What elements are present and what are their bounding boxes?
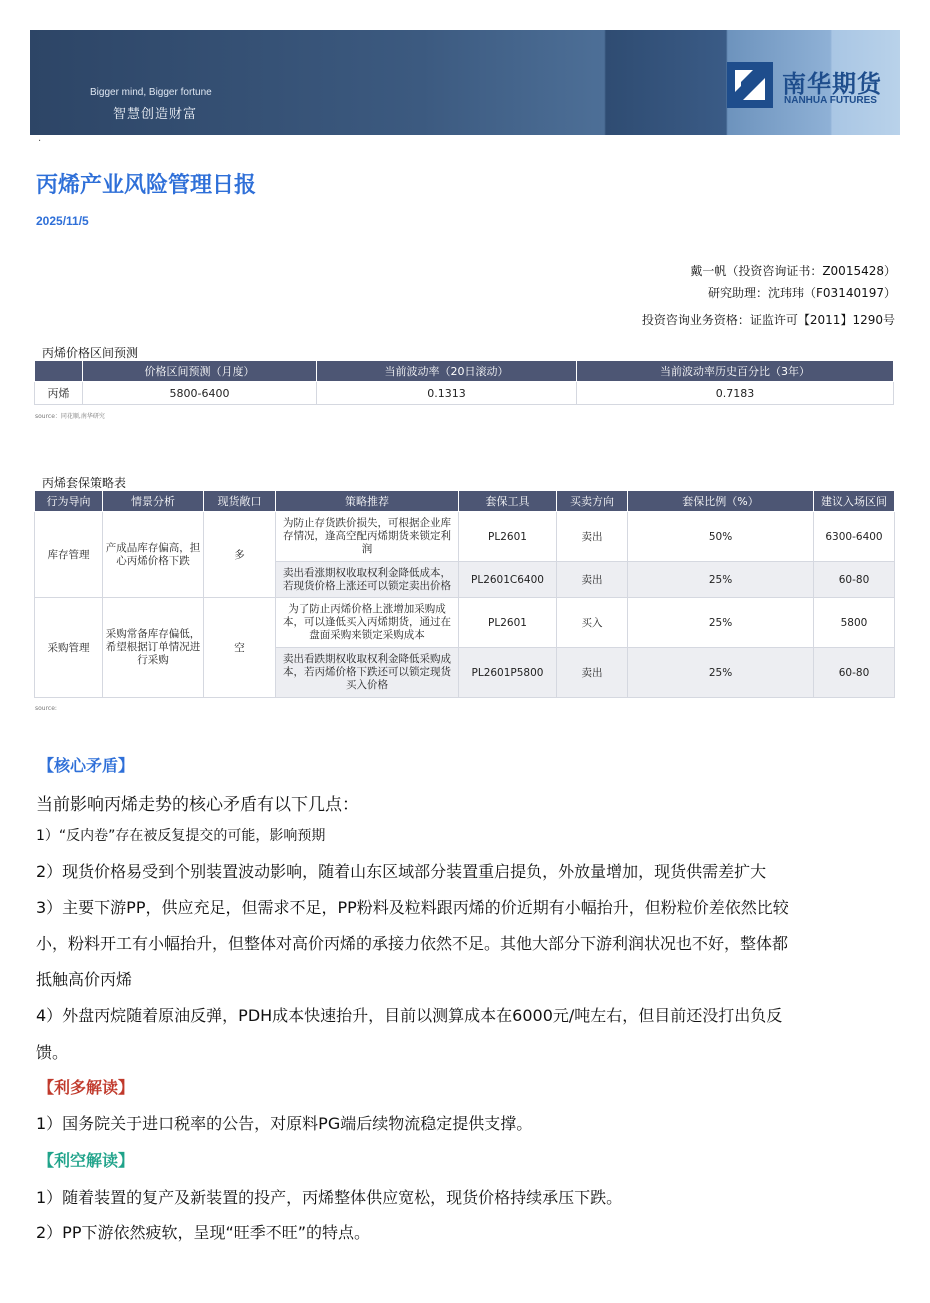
- table-cell: 5800-6400: [83, 382, 317, 405]
- core-heading: 【核心矛盾】: [38, 756, 135, 775]
- table-header: 策略推荐: [276, 491, 459, 512]
- price-table-source: source：同花顺,南华研究: [35, 413, 105, 420]
- table-header: 买卖方向: [557, 491, 628, 512]
- core-point-1: 1）“反内卷”存在被反复提交的可能，影响预期: [36, 828, 326, 844]
- price-forecast-table: [34, 360, 894, 405]
- bullish-point-1: 1）国务院关于进口税率的公告，对原料PG端后续物流稳定提供支撑。: [36, 1114, 533, 1133]
- hedge-strategy-table: [34, 490, 895, 698]
- table-header-row: [35, 361, 894, 382]
- table-header: 当前波动率历史百分比（3年）: [577, 361, 894, 382]
- logo-text-en: NANHUA FUTURES: [784, 95, 877, 106]
- table-cell: 0.7183: [577, 382, 894, 405]
- bearish-point-1: 1）随着装置的复产及新装置的投产，丙烯整体供应宽松，现货价格持续承压下跌。: [36, 1188, 623, 1207]
- table-row: [35, 512, 895, 562]
- ratio-cell: 25%: [628, 562, 814, 598]
- bearish-heading: 【利空解读】: [38, 1151, 135, 1170]
- assistant-line: 研究助理：沈玮玮（F03140197）: [708, 286, 896, 300]
- bullet-dot: ·: [38, 136, 42, 147]
- range-cell: 5800: [814, 598, 895, 648]
- price-table-caption: 丙烯价格区间预测: [42, 346, 139, 360]
- range-cell: 60-80: [814, 648, 895, 698]
- core-point-2: 2）现货价格易受到个别装置波动影响，随着山东区域部分装置重启提负，外放量增加，现货供需差扩大: [36, 862, 767, 881]
- core-point-3: 3）主要下游PP，供应充足，但需求不足，PP粉料及粒料跟丙烯的价近期有小幅抬升，但粉粒价差依然比较: [36, 898, 789, 917]
- table-row: [35, 598, 895, 648]
- report-date: 2025/11/5: [36, 214, 89, 228]
- strategy-cell: 为了防止丙烯价格上涨增加采购成本，可以逢低买入丙烯期货，通过在盘面采购来锁定采购成本: [276, 598, 459, 648]
- table-header: 套保比例（%）: [628, 491, 814, 512]
- table-header: 行为导向: [35, 491, 103, 512]
- table-header-row: [35, 491, 895, 512]
- hedge-table-caption: 丙烯套保策略表: [42, 476, 127, 490]
- direction-cell: 卖出: [557, 562, 628, 598]
- direction-cell: 卖出: [557, 512, 628, 562]
- table-header: 情景分析: [103, 491, 204, 512]
- table-header: 建议入场区间: [814, 491, 895, 512]
- nanhua-logo-icon: [727, 62, 773, 108]
- license-line: 投资咨询业务资格：证监许可【2011】1290号: [641, 313, 895, 327]
- core-point-4: 4）外盘丙烷随着原油反弹，PDH成本快速抬升，目前以测算成本在6000元/吨左右，但目前还没打出负反: [36, 1006, 783, 1025]
- slogan-en: Bigger mind, Bigger fortune: [90, 87, 212, 98]
- ratio-cell: 25%: [628, 648, 814, 698]
- ratio-cell: 50%: [628, 512, 814, 562]
- table-header: 现货敞口: [204, 491, 276, 512]
- exposure-cell: 空: [204, 598, 276, 698]
- behavior-cell: 库存管理: [35, 512, 103, 598]
- table-header: 当前波动率（20日滚动）: [317, 361, 577, 382]
- core-point-4-end: 馈。: [36, 1043, 69, 1062]
- scenario-cell: 产成品库存偏高，担心丙烯价格下跌: [103, 512, 204, 598]
- header-banner: [30, 30, 900, 135]
- tool-cell: PL2601: [459, 512, 557, 562]
- table-cell: 丙烯: [35, 382, 83, 405]
- table-cell: 0.1313: [317, 382, 577, 405]
- slogan-cn: 智慧创造财富: [113, 107, 198, 122]
- tool-cell: PL2601: [459, 598, 557, 648]
- report-title: 丙烯产业风险管理日报: [36, 173, 257, 198]
- core-point-3-cont: 小，粉料开工有小幅抬升，但整体对高价丙烯的承接力依然不足。其他大部分下游利润状况也不好，整体都: [36, 934, 789, 953]
- range-cell: 6300-6400: [814, 512, 895, 562]
- core-point-3-end: 抵触高价丙烯: [36, 970, 133, 989]
- table-header: 价格区间预测（月度）: [83, 361, 317, 382]
- exposure-cell: 多: [204, 512, 276, 598]
- table-header: 套保工具: [459, 491, 557, 512]
- author-line: 戴一帆（投资咨询证书：Z0015428）: [690, 264, 896, 278]
- table-header: [35, 361, 83, 382]
- range-cell: 60-80: [814, 562, 895, 598]
- direction-cell: 买入: [557, 598, 628, 648]
- scenario-cell: 采购常备库存偏低，希望根据订单情况进行采购: [103, 598, 204, 698]
- table-row: [35, 382, 894, 405]
- behavior-cell: 采购管理: [35, 598, 103, 698]
- strategy-cell: 为防止存货跌价损失，可根据企业库存情况，逢高空配丙烯期货来锁定利润: [276, 512, 459, 562]
- bullish-heading: 【利多解读】: [38, 1078, 135, 1097]
- bearish-point-2: 2）PP下游依然疲软，呈现“旺季不旺”的特点。: [36, 1223, 371, 1242]
- ratio-cell: 25%: [628, 598, 814, 648]
- strategy-cell: 卖出看涨期权收取权利金降低成本，若现货价格上涨还可以锁定卖出价格: [276, 562, 459, 598]
- core-intro: 当前影响丙烯走势的核心矛盾有以下几点：: [36, 795, 359, 815]
- strategy-cell: 卖出看跌期权收取权利金降低采购成本，若丙烯价格下跌还可以锁定现货买入价格: [276, 648, 459, 698]
- tool-cell: PL2601P5800: [459, 648, 557, 698]
- logo-text-cn: 南华期货: [782, 70, 882, 98]
- hedge-table-source: source:: [35, 705, 57, 712]
- direction-cell: 卖出: [557, 648, 628, 698]
- tool-cell: PL2601C6400: [459, 562, 557, 598]
